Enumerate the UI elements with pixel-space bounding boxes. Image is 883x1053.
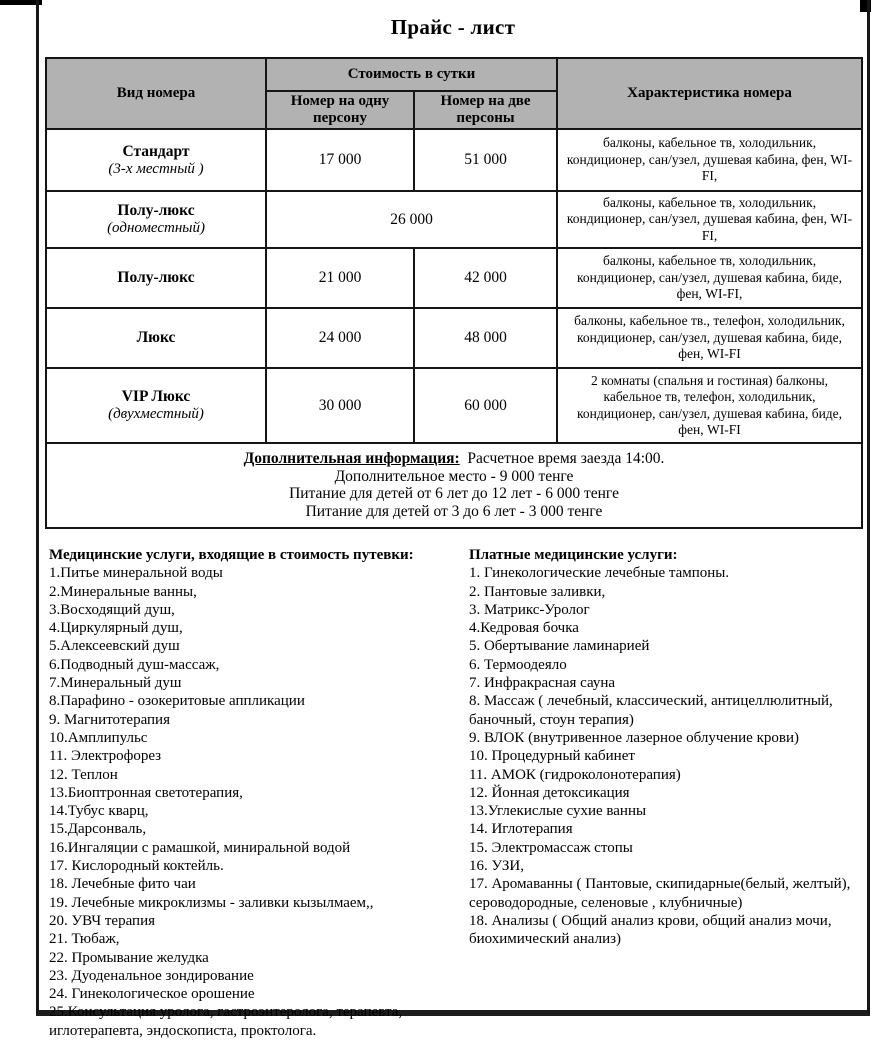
list-item: 25.Консультация уролога, гастроэнтеролога, терапевта, иглотерапевта, эндоскописта, проктолога. [49,1004,403,1039]
list-item: 4.Циркулярный душ, [49,620,183,637]
list-item: 10. Процедурный кабинет [468,748,635,765]
additional-info [51,450,857,520]
additional-info-line: Дополнительное место - 9 000 тенге [334,467,574,485]
price-merged: 26 000 [266,191,557,248]
list-item: 6.Подводный душ-массаж, [49,656,220,673]
list-item: 15.Дарсонваль, [49,821,147,838]
list-item: 5. Обертывание ламинарией [468,638,650,655]
column-header-features: Характеристика номера [557,58,862,129]
price-one-person: 24 000 [266,308,414,368]
list-item: 1.Питье минеральной воды [49,565,223,582]
price-list-document [36,0,870,1039]
additional-info-line [51,450,857,468]
table-row [46,308,862,368]
additional-info-label: Дополнительная информация: [243,450,460,467]
list-item: 4.Кедровая бочка [468,620,579,637]
list-item: 14.Тубус кварц, [49,803,149,820]
list-item: 22. Промывание желудка [49,949,209,966]
room-type [46,368,266,443]
room-features: 2 комнаты (спальня и гостиная) балконы, кабельное тв, телефон, холодильник, кондиционер, сан/узел, душевая кабина, биде, фен, WI-FI [557,368,862,443]
list-item: 7.Минеральный душ [49,675,182,692]
additional-info-line: Питание для детей от 6 лет до 12 лет - 6 000 тенге [289,485,619,502]
room-features: балконы, кабельное тв., телефон, холодильник, кондиционер, сан/узел, душевая кабина, биде, фен, WI-FI [557,308,862,368]
list-item: 23. Дуоденальное зондирование [49,967,254,984]
table-row [46,191,862,248]
medical-services-section [39,546,867,1040]
price-one-person: 30 000 [266,368,414,443]
rooms-tbody [46,129,862,528]
list-item: 13.Биоптронная светотерапия, [49,784,243,801]
list-item: 2.Минеральные ванны, [49,583,197,600]
table-header [46,58,862,129]
paid-services-title: Платные медицинские услуги: [468,547,678,563]
table-row [46,248,862,308]
room-type [46,308,266,368]
list-item: 12. Йонная детоксикация [468,784,630,801]
list-item: 2. Пантовые заливки, [468,583,606,600]
additional-info-row [46,443,862,528]
list-item: 6. Термоодеяло [468,656,567,673]
room-features: балконы, кабельное тв, холодильник, кондиционер, сан/узел, душевая кабина, фен, WI-FI, [557,191,862,248]
list-item: 12. Теплон [49,766,118,783]
list-item: 16. УЗИ, [468,858,524,875]
price-two-persons: 51 000 [414,129,557,191]
list-item: 11. АМОК (гидроколонотерапия) [468,766,681,783]
room-subtitle: (одноместный) [107,220,205,236]
room-name: Полу-люкс [117,202,195,219]
room-name: Стандарт [122,142,190,160]
page-title: Прайс - лист [390,15,516,39]
price-two-persons: 42 000 [414,248,557,308]
paid-services-list [469,546,867,1040]
included-services-list [49,546,459,1040]
list-item: 1. Гинекологические лечебные тампоны. [468,565,730,582]
list-item: 18. Анализы ( Общий анализ крови, общий анализ мочи, биохимический анализ) [468,912,832,948]
list-item: 3. Матрикс-Уролог [468,601,590,618]
room-subtitle: (3-х местный ) [108,160,204,177]
room-name: VIP Люкс [121,388,191,405]
list-item: 16.Ингаляции с рамашкой, миниральной водой [49,839,351,856]
column-header-price-group: Стоимость в сутки [266,58,557,91]
list-item: 7. Инфракрасная сауна [468,675,616,692]
room-price-table [45,57,863,529]
room-features: балконы, кабельное тв, холодильник, кондиционер, сан/узел, душевая кабина, фен, WI-FI, [557,129,862,191]
list-item: 5.Алексеевский душ [49,638,180,655]
list-item: 9. Магнитотерапия [49,711,170,728]
room-name: Полу-люкс [117,269,195,286]
included-services-items [49,564,459,1040]
list-item: 17. Аромаванны ( Пантовые, скипидарные(белый, желтый), сероводородные, селеновые , клубничные) [468,876,851,911]
list-item: 20. УВЧ терапия [49,912,156,929]
list-item: 24. Гинекологическое орошение [49,986,255,1003]
column-header-price-one: Номер на одну персону [266,91,414,129]
room-name: Люкс [136,329,176,346]
column-header-room-type: Вид номера [46,58,266,129]
room-type [46,191,266,248]
list-item: 10.Амплипульс [49,729,148,746]
list-item: 3.Восходящий душ, [49,601,175,618]
paid-services-items [469,564,867,948]
table-row [46,129,862,191]
list-item: 14. Иглотерапия [468,821,573,838]
list-item: 15. Электромассаж стопы [468,839,633,856]
list-item: 8. Массаж ( лечебный, классический, антицеллюлитный, баночный, стоун терапия) [468,693,833,728]
list-item: 11. Электрофорез [49,748,162,765]
list-item: 19. Лечебные микроклизмы - заливки кызылмаем,, [49,894,374,911]
room-type [46,129,266,191]
price-two-persons: 60 000 [414,368,557,443]
column-header-price-two: Номер на две персоны [414,91,557,129]
room-subtitle: (двухместный) [108,406,204,422]
price-two-persons: 48 000 [414,308,557,368]
room-features: балконы, кабельное тв, холодильник, кондиционер, сан/узел, душевая кабина, биде, фен, WI-FI, [557,248,862,308]
price-one-person: 17 000 [266,129,414,191]
table-row [46,368,862,443]
additional-info-line: Питание для детей от 3 до 6 лет - 3 000 тенге [305,502,603,520]
list-item: 18. Лечебные фито чаи [49,876,196,893]
checkin-time: Расчетное время заезда 14:00. [467,450,665,467]
list-item: 9. ВЛОК (внутривенное лазерное облучение крови) [468,729,799,746]
list-item: 17. Кислородный коктейль. [49,858,224,875]
list-item: 21. Тюбаж, [49,931,120,948]
price-one-person: 21 000 [266,248,414,308]
list-item: 8.Парафино - озокеритовые аппликации [49,693,305,710]
additional-info-cell [46,443,862,528]
room-type [46,248,266,308]
list-item: 13.Углекислые сухие ванны [468,803,647,820]
included-services-title: Медицинские услуги, входящие в стоимость путевки: [49,547,414,563]
